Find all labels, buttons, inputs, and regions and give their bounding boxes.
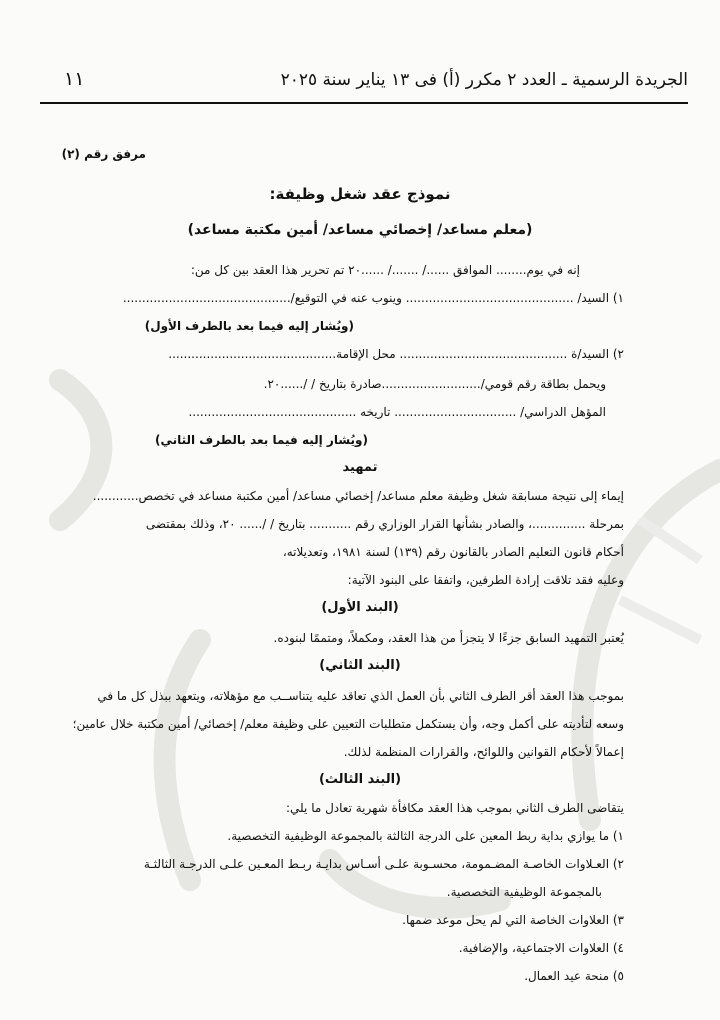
clause3-item-4: ٤) العلاوات الاجتماعية، والإضافية. [458, 941, 624, 955]
clause3-item-5: ٥) منحة عيد العمال. [524, 969, 624, 983]
contract-intro: إنه في يوم........ الموافق ....../ ......./ ......٢٠ تم تحرير هذا العقد بين كل من: [190, 263, 580, 277]
clause2-line-2: وسعه لتأديته على أكمل وجه، وأن يستكمل متطلبات التعيين على وظيفة معلم/ إخصائي/ أمين مكتبة خلال عامين؛ [72, 717, 624, 731]
clause3-item-3: ٣) العلاوات الخاصة التي لم يحل موعد ضمها. [402, 913, 624, 927]
party2-id-line: ويحمل بطاقة رقم قومي/..........................صادرة بتاريخ / /......٢٠. [263, 377, 606, 391]
contract-subtitle: (معلم مساعد/ إخصائي مساعد/ أمين مكتبة مساعد) [187, 222, 533, 238]
gazette-title: الجريدة الرسمية ـ العدد ٢ مكرر (أ) فى ١٣ يناير سنة ٢٠٢٥ [280, 70, 688, 90]
preamble-line-3: أحكام قانون التعليم الصادر بالقانون رقم (١٣٩) لسنة ١٩٨١، وتعديلاته، [282, 545, 624, 559]
page-header [40, 62, 688, 104]
party1-name-line: ١) السيد/ ............................................ وينوب عنه في التوقيع/............................................ [122, 291, 624, 305]
preamble-line-2: بمرحلة ..............، والصادر بشأنها القرار الوزاري رقم ........... بتاريخ / /...... ٢٠، وذلك بمقتضى [145, 517, 624, 531]
clause1-line-1: يُعتبر التمهيد السابق جزءًا لا يتجزأ من هذا العقد، ومكملاً، ومتممًا لبنوده. [273, 631, 624, 645]
preamble-line-4: وعليه فقد تلاقت إرادة الطرفين، واتفقا على البنود الآتية: [347, 573, 624, 587]
page-number: ١١ [64, 68, 85, 90]
clause2-line-1: بموجب هذا العقد أقر الطرف الثاني بأن العمل الذي تعاقد عليه يتناســب مع مؤهلاته، ويتعهد ببذل كل ما في [97, 689, 624, 703]
contract-title: نموذج عقد شغل وظيفة: [269, 185, 451, 203]
clause3-title: (البند الثالث) [318, 772, 402, 787]
clause3-item-2: ٢) العـلاوات الخاصـة المضـمومة، محسـوبة علـى أسـاس بدايـة ربـط المعـين علـى الدرجـة الثالثـة [143, 857, 624, 871]
clause3-item-2-cont: بالمجموعة الوظيفية التخصصية. [446, 885, 602, 899]
clause2-line-3: إعمالاً لأحكام القوانين واللوائح، والقرارات المنظمة لذلك. [343, 745, 624, 759]
clause3-intro: يتقاضى الطرف الثاني بموجب هذا العقد مكافأة شهرية تعادل ما يلي: [286, 801, 624, 815]
clause3-item-1: ١) ما يوازي بداية ربط المعين على الدرجة الثالثة بالمجموعة الوظيفية التخصصية. [227, 829, 624, 843]
party1-reference: (ويُشار إليه فيما بعد بالطرف الأول) [144, 319, 354, 333]
party2-name-line: ٢) السيد/ة ............................................ محل الإقامة............................................ [168, 347, 624, 361]
preamble-title: تمهيد [342, 460, 378, 475]
attachment-label: مرفق رقم (٢) [61, 147, 146, 161]
clause1-title: (البند الأول) [321, 600, 399, 615]
party2-qualification-line: المؤهل الدراسي/ ................................ تاريخه ............................................ [188, 405, 606, 419]
party2-reference: (ويُشار إليه فيما بعد بالطرف الثاني) [154, 433, 368, 447]
preamble-line-1: إيماء إلى نتيجة مسابقة شغل وظيفة معلم مساعد/ إخصائي مساعد/ أمين مكتبة مساعد في تخصص............ [92, 489, 624, 503]
clause2-title: (البند الثاني) [319, 658, 401, 673]
